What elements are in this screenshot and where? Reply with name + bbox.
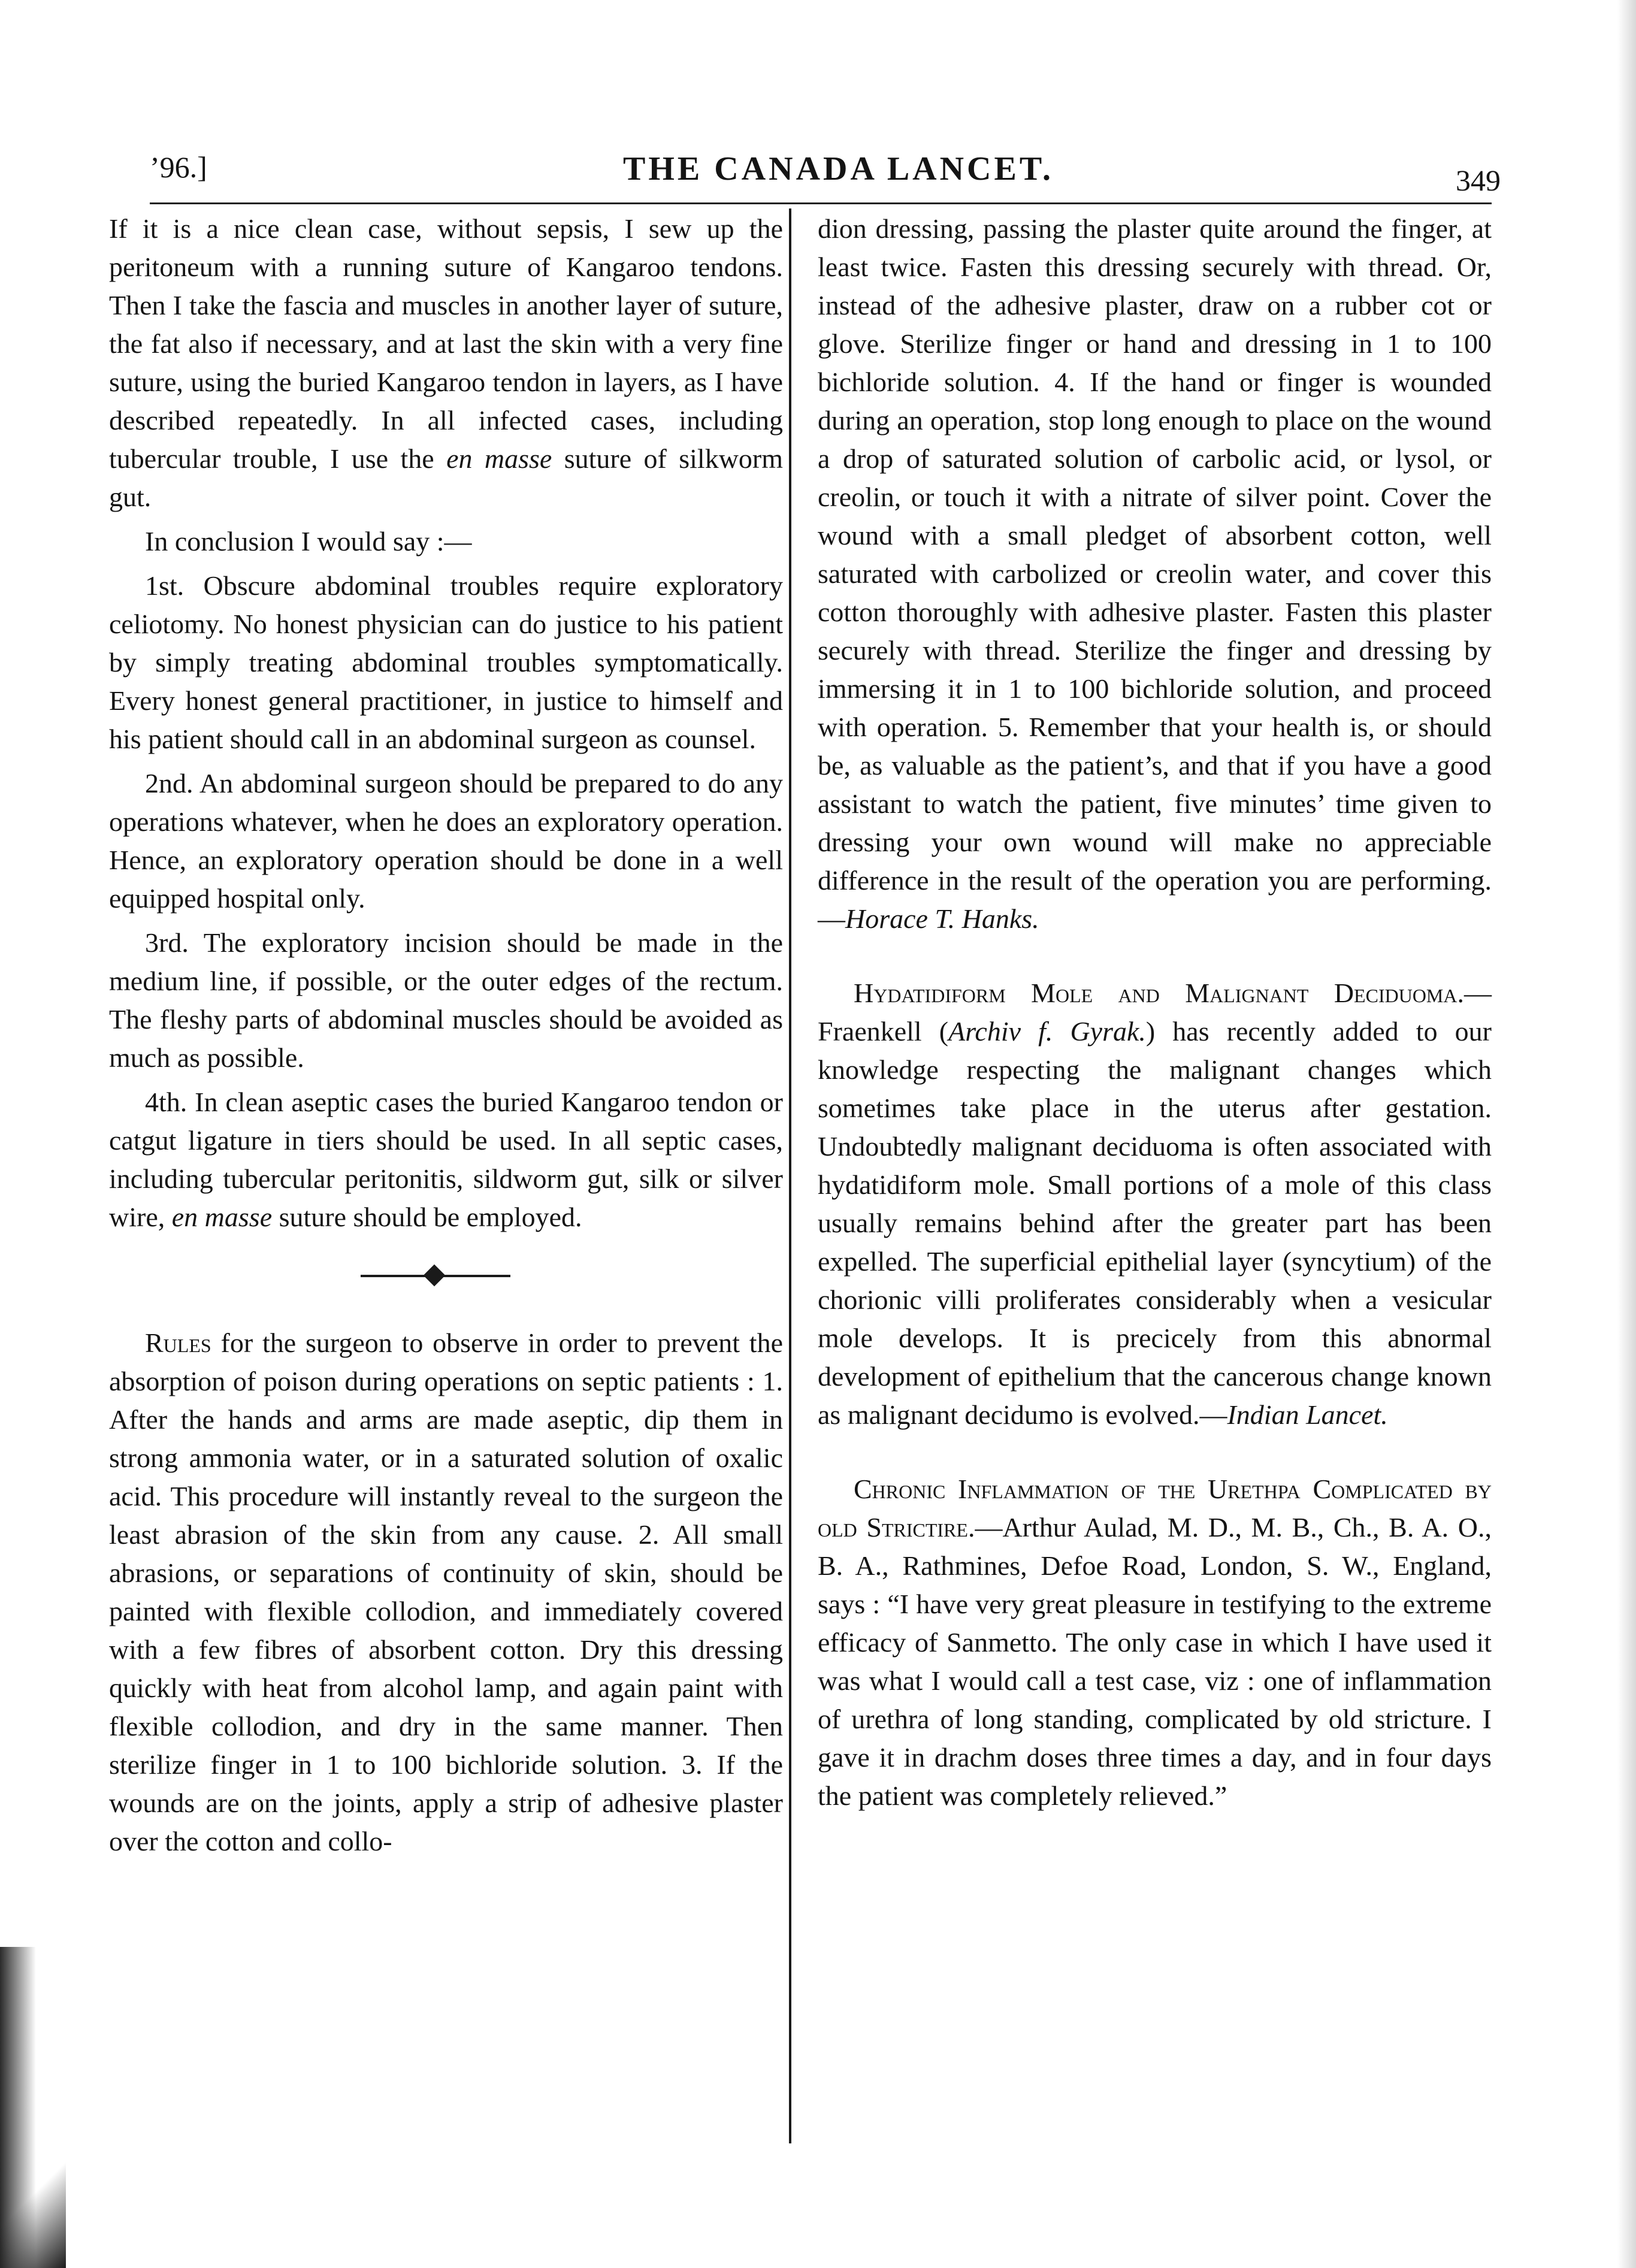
article-title: Chronic Inflammation of the Urethpa Complicated by old Strictire. (818, 1474, 1492, 1543)
section-ornament (109, 1258, 783, 1300)
article: Hydatidiform Mole and Malignant Deciduoma.—Fraenkell (Archiv f. Gyrak.) has recently added to our knowledge respecting the malignant changes which sometimes take place in the uterus after gestation. Undoubtedly malignant deciduoma is often associated with hydatidiform mole. Small portions of a mole of this class usually remains behind after the greater part has been expelled. The superficial epithelial layer (syncytium) of the chorionic villi proliferates considerably when a vesicular mole develops. It is precicely from this abnormal development of epithelium that the cancerous change known as malignant decidumo is evolved.—Indian Lancet. (818, 978, 1492, 1430)
left-column (109, 210, 783, 1861)
running-header (0, 150, 1636, 198)
right-column (818, 210, 1492, 1815)
header-year: ’96.] (150, 150, 207, 184)
paragraph: Rules for the surgeon to observe in order to prevent the absorption of poison during operations on septic patients : 1. After the hands and arms are made aseptic, dip them in strong ammonia water, or in a saturated solution of oxalic acid. This procedure will instantly reveal to the surgeon the least abrasion of the skin from any cause. 2. All small abrasions, or separations of continuity of skin, should be painted with flexible collodion, and immediately covered with a few fibres of absorbent cotton. Dry this dressing quickly with heat from alcohol lamp, and again paint with flexible collodion, and dry in the same manner. Then sterilize finger in 1 to 100 bichloride solution. 3. If the wounds are on the joints, apply a strip of adhesive plaster over the cotton and collo- (109, 1327, 783, 1856)
page-number: 349 (1456, 164, 1501, 197)
paragraph: If it is a nice clean case, without sepsis, I sew up the peritoneum with a running suture of Kangaroo tendons. Then I take the fascia and muscles in another layer of suture, the fat also if necessary, and at last the skin with a very fine suture, using the buried Kangaroo tendon in layers, as I have described repeatedly. In all infected cases, including tubercular trouble, I use the en masse suture of silkworm gut. (109, 213, 784, 512)
article-title: Hydatidiform Mole and Malignant Deciduoma. (854, 978, 1464, 1008)
paragraph: In conclusion I would say :— (145, 526, 472, 557)
lead-word: Rules (145, 1327, 211, 1358)
paragraph: 3rd. The exploratory incision should be made in the medium line, if possible, or the outer edges of the rectum. The fleshy parts of abdominal muscles should be avoided as much as possible. (109, 927, 783, 1073)
paragraph: 4th. In clean aseptic cases the buried Kangaroo tendon or catgut ligature in tiers should be used. In all septic cases, including tubercular peritonitis, sildworm gut, silk or silver wire, en masse suture should be employed. (109, 1087, 783, 1232)
paragraph: 1st. Obscure abdominal troubles require exploratory celiotomy. No honest physician can do justice to his patient by simply treating abdominal troubles symptomatically. Every honest general practitioner, in justice to himself and his patient should call in an abdominal surgeon as counsel. (109, 570, 783, 754)
scan-edge-shadow (1617, 0, 1636, 2268)
journal-title: THE CANADA LANCET. (623, 150, 1054, 188)
source-attribution: Indian Lancet. (1227, 1399, 1388, 1430)
header-rule (150, 202, 1492, 204)
column-divider (789, 208, 791, 2143)
author-attribution: Horace T. Hanks. (845, 903, 1039, 934)
paragraph: dion dressing, passing the plaster quite around the finger, at least twice. Fasten this dressing securely with thread. Or, instead of the adhesive plaster, draw on a rubber cot or glove. Sterilize finger or hand and dressing in 1 to 100 bichloride solution. 4. If the hand or finger is wounded during an operation, stop long enough to place on the wound a drop of saturated solution of carbolic acid, or lysol, or creolin, or touch it with a nitrate of silver point. Cover the wound with a small pledget of absorbent cotton, well saturated with carbolized or creolin water, and cover this cotton thoroughly with adhesive plaster. Fasten this plaster securely with thread. Sterilize the finger and dressing by immersing it in 1 to 100 bichloride solution, and proceed with operation. 5. Remember that your health is, or should be, as valuable as the patient’s, and that if you have a good assistant to watch the patient, five minutes’ time given to dressing your own wound will make no appreciable difference in the result of the operation you are performing.—Horace T. Hanks. (818, 213, 1492, 934)
article: Chronic Inflammation of the Urethpa Complicated by old Strictire.—Arthur Aulad, M. D., M. B., Ch., B. A. O., B. A., Rathmines, Defoe Road, London, S. W., England, says : “I have very great pleasure in testifying to the extreme efficacy of Sanmetto. The only case in which I have used it was what I would call a test case, viz : one of inflammation of urethra of long standing, complicated by old stricture. I gave it in drachm doses three times a day, and in four days the patient was completely relieved.” (818, 1474, 1492, 1811)
paragraph: 2nd. An abdominal surgeon should be prepared to do any operations whatever, when he does an exploratory operation. Hence, an exploratory operation should be done in a well equipped hospital only. (109, 768, 783, 914)
scan-corner-shadow (0, 2157, 66, 2268)
